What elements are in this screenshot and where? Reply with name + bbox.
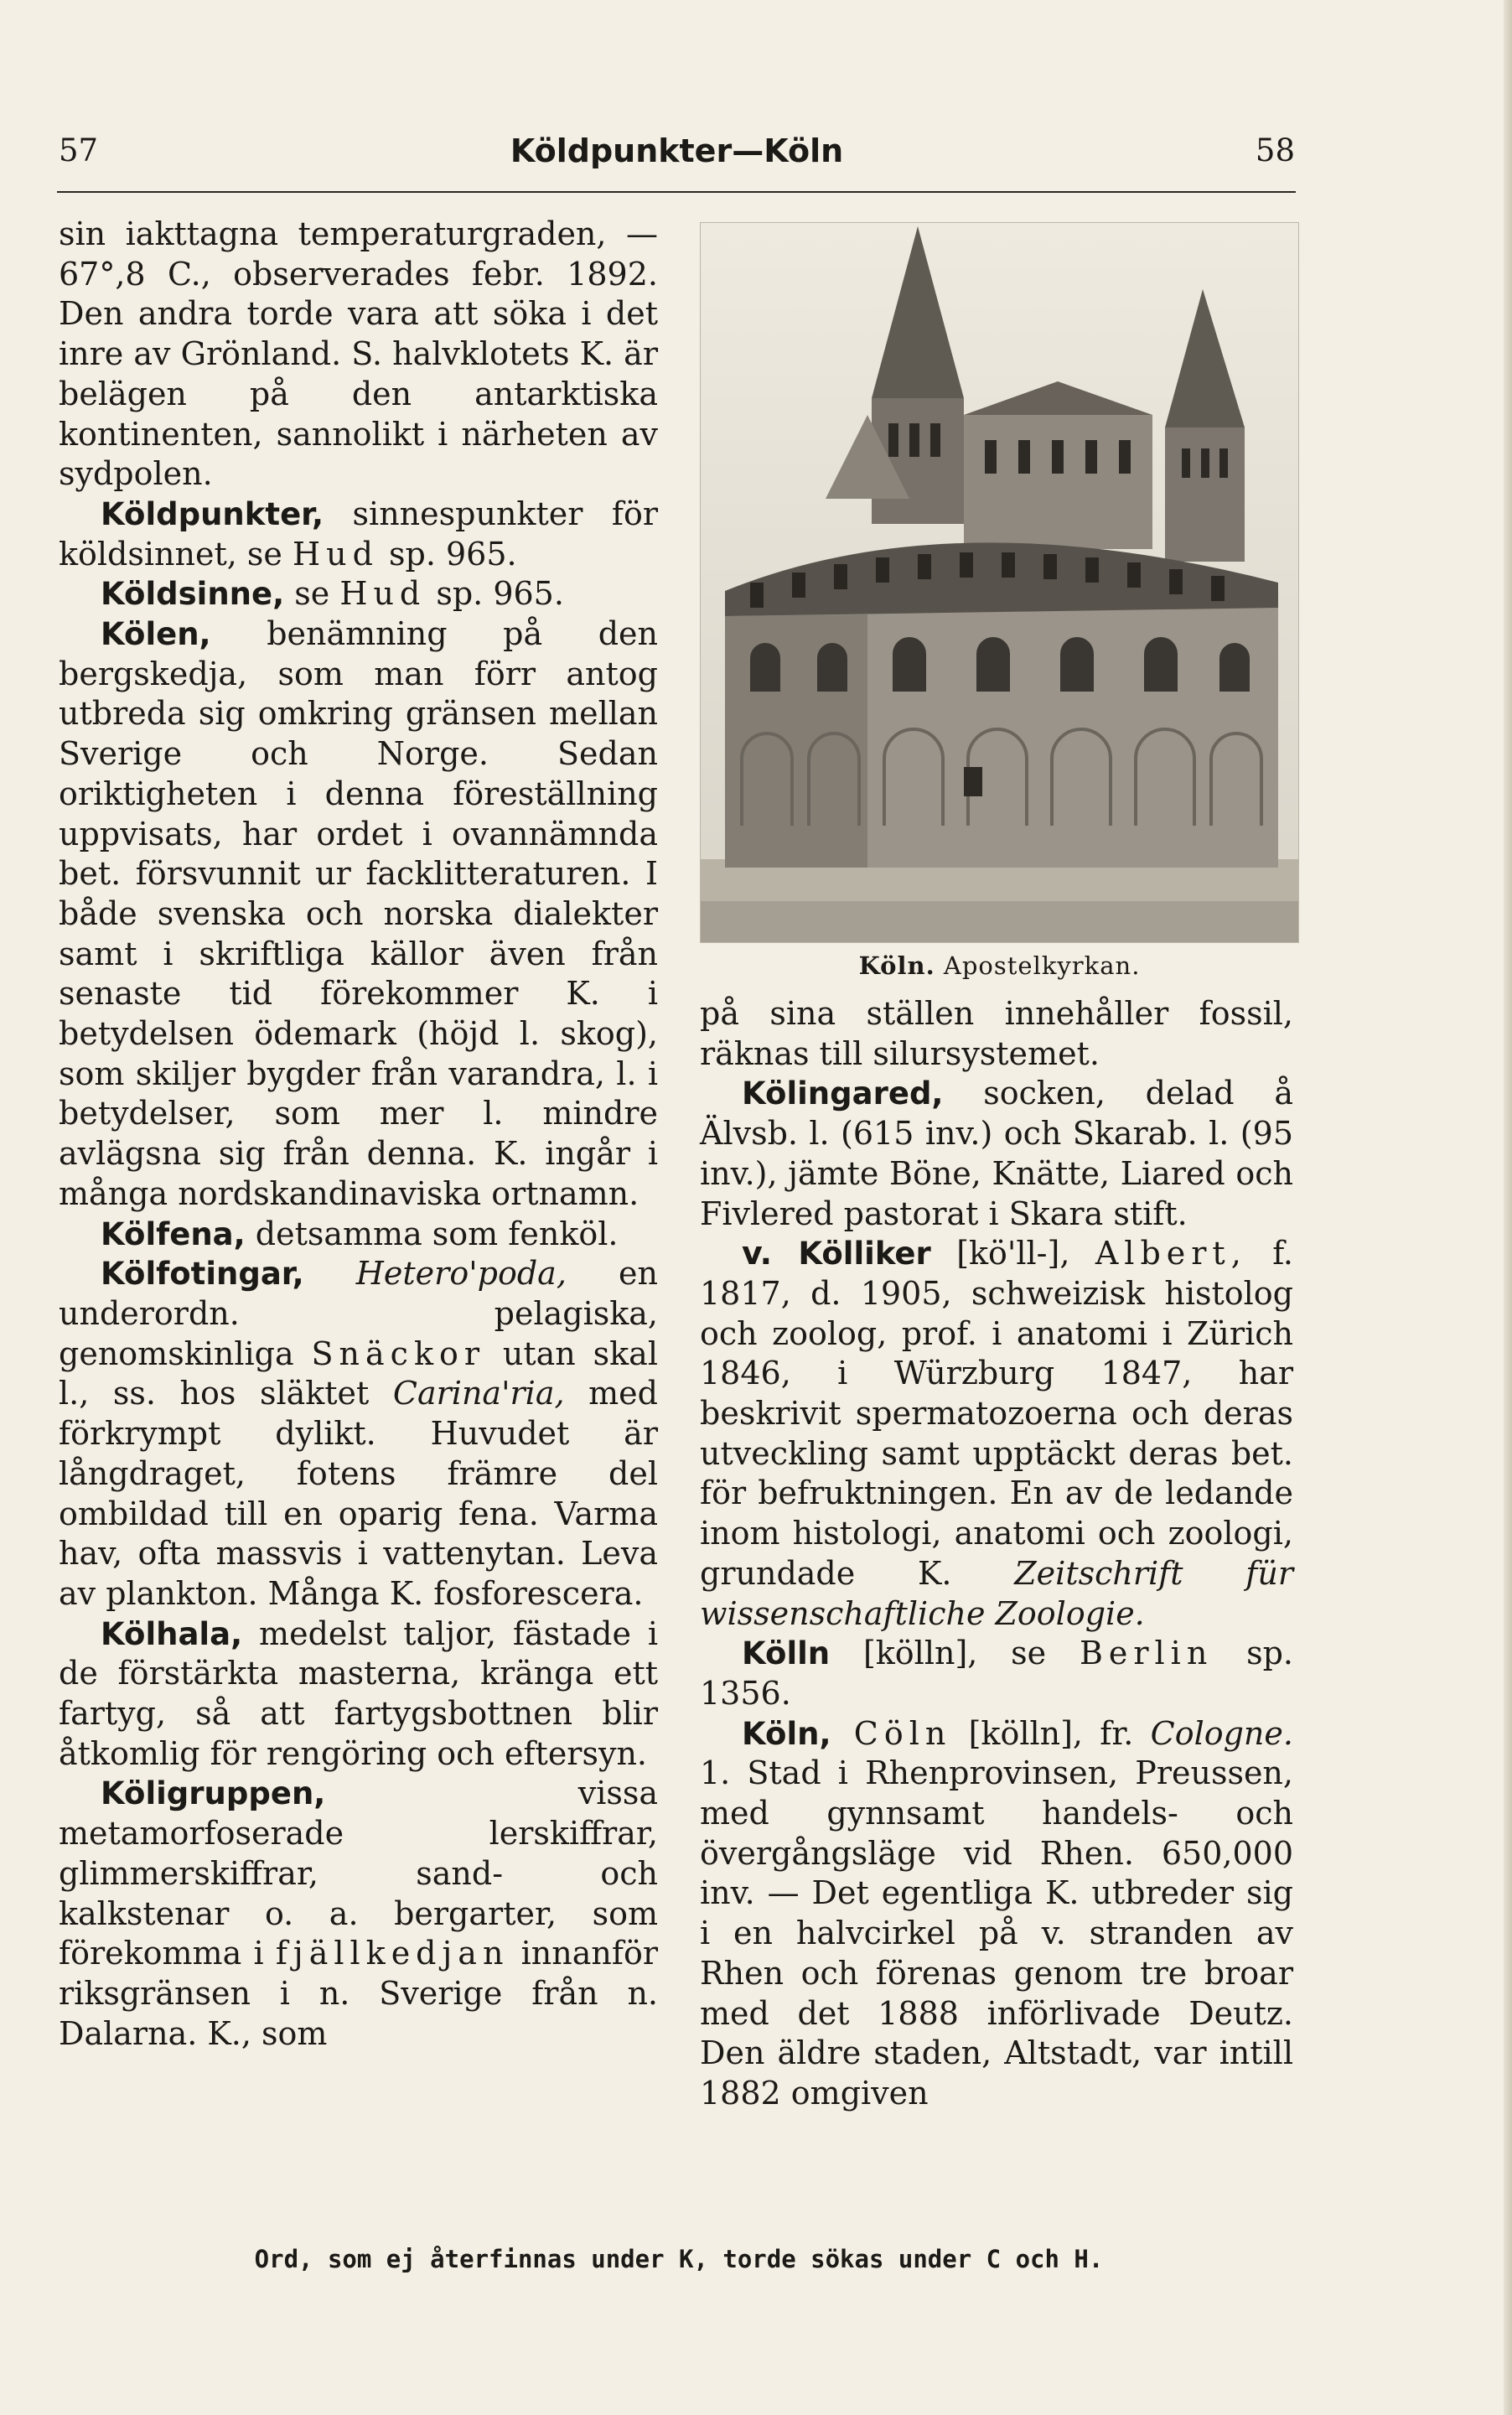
headword: Kölfotingar,	[101, 1256, 304, 1293]
figure-caption: Köln. Apostelkyrkan.	[858, 951, 1141, 980]
entry-kolfena: Kölfena, detsamma som fenköl.	[101, 1215, 619, 1252]
header-rule	[57, 191, 1296, 193]
entry-koldsinne: Köldsinne, se Hud sp. 965.	[101, 575, 564, 613]
entry-koligruppen: Köligruppen, vissa metamorfoserade lerskiffrar, glimmerskiffrar, sand- och kalkstenar o. a. bergarter, som förekomma i fjällkedjan innanför riksgränsen i n. Sverige från n. Dalarna. K., som	[59, 1775, 658, 2052]
page-title: Köldpunkter—Köln	[510, 132, 844, 169]
headword: Kölln	[742, 1635, 831, 1672]
headword: Köligruppen,	[101, 1775, 326, 1812]
cross-reference: Albert,	[1095, 1235, 1247, 1272]
journal-title: Zeitschrift für wissenschaftliche Zoologie.	[700, 1554, 1293, 1632]
cross-reference: Hud	[292, 535, 379, 573]
entry-continuation: sin iakttagna temperaturgraden, — 67°,8 C., observerades febr. 1892. Den andra torde vara att söka i det inre av Grönland. S. halvklotets K. är belägen på den antarktiska kontinenten, sannolikt i närheten av sydpolen.	[59, 215, 658, 493]
entry-continuation: på sina ställen innehåller fossil, räknas till silursystemet.	[700, 995, 1293, 1072]
left-column	[59, 215, 658, 2054]
entry-kolen: Kölen, benämning på den bergskedja, som man förr antog utbreda sig omkring gränsen mellan Sverige och Norge. Sedan oriktigheten i denna föreställning uppvisats, har ordet i ovannämnda bet. försvunnit ur facklitteraturen. I både svenska och norska dialekter samt i skriftliga källor även från senaste tid förekommer K. i betydelsen ödemark (höjd l. skog), som skiljer bygder från varandra, l. i betydelser, som mer l. mindre avlägsna sig från denna. K. ingår i många nordskandinaviska ortnamn.	[59, 615, 658, 1212]
entry-marker: v.	[742, 1235, 773, 1272]
headword: Kölhala,	[101, 1615, 243, 1652]
headword: Kölen,	[101, 616, 211, 653]
headword: Köln,	[742, 1715, 831, 1752]
headword: Köldpunkter,	[101, 495, 324, 532]
footnote: Ord, som ej återfinnas under K, torde sökas under C och H.	[254, 2245, 1104, 2273]
entry-kolfotingar: Kölfotingar, Hetero'poda, en underordn. pelagiska, genomskinliga Snäckor utan skal l., ss. hos släktet Carina'ria, med förkrympt dylikt. Huvudet är långdraget, fotens främre del ombildad till en oparig fena. Varma hav, ofta massvis i vattenytan. Leva av plankton. Många K. fosforescera.	[59, 1255, 658, 1612]
entry-koln: Köln, Cöln [kölln], fr. Cologne. 1. Stad i Rhenprovinsen, Preussen, med gynnsamt handels- och övergångsläge vid Rhen. 650,000 inv. — Det egentliga K. utbreder sig i en halvcirkel på v. stranden av Rhen och förenas genom tre broar med det 1888 införlivade Deutz. Den äldre staden, Altstadt, var intill 1882 omgiven	[700, 1714, 1293, 2112]
page-edge	[1504, 0, 1512, 2415]
headword: Kölfena,	[101, 1215, 246, 1252]
cross-reference: fjällkedjan	[275, 1935, 510, 1972]
page-number-left: 57	[59, 132, 99, 168]
headword: Kölingared,	[742, 1075, 944, 1112]
headword: Köldsinne,	[101, 576, 285, 613]
french-name: Cologne.	[1150, 1714, 1293, 1752]
alt-spelling: Cöln	[831, 1714, 952, 1752]
entry-kolingared: Kölingared, socken, delad å Älvsb. l. (615 inv.) och Skarab. l. (95 inv.), jämte Böne, Knätte, Liared och Fivlered pastorat i Skara stift.	[700, 1075, 1293, 1232]
scientific-name: Hetero'poda,	[355, 1255, 567, 1293]
entry-koldpunkter: Köldpunkter, sinnespunkter för köldsinnet, se Hud sp. 965.	[59, 495, 658, 573]
right-column	[700, 994, 1293, 2114]
cross-reference: Berlin	[1079, 1635, 1214, 1672]
entry-kolln: Kölln [kölln], se Berlin sp. 1356.	[700, 1635, 1294, 1712]
running-head	[59, 126, 1295, 176]
scientific-name: Carina'ria,	[392, 1375, 565, 1412]
cross-reference: Hud	[339, 575, 427, 613]
entry-kolhala: Kölhala, medelst taljor, fästade i de förstärkta masterna, kränga ett fartyg, så att fartygsbottnen blir åtkomlig för rengöring och eftersyn.	[59, 1614, 658, 1772]
figure	[700, 222, 1299, 980]
entry-kolliker: v. Kölliker [kö'll-], Albert, f. 1817, d. 1905, schweizisk histolog och zoolog, prof. i anatomi i Zürich 1846, i Würzburg 1847, har beskrivit spermatozoerna och deras utveckling samt upptäckt deras bet. för befruktningen. En av de ledande inom histologi, anatomi och zoologi, grundade K. Zeitschrift für wissenschaftliche Zoologie.	[700, 1235, 1294, 1632]
headword: Kölliker	[772, 1236, 931, 1272]
church-photo	[700, 222, 1299, 943]
cross-reference: Snäckor	[311, 1334, 486, 1372]
page-number-right: 58	[1255, 132, 1295, 168]
